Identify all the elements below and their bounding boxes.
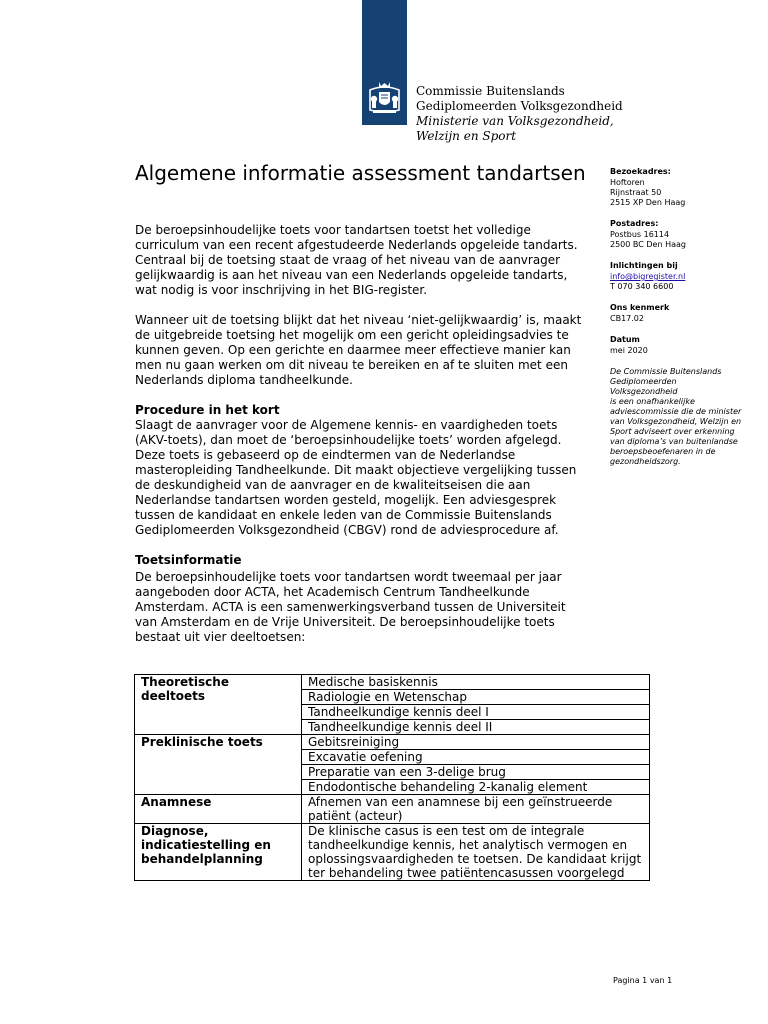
- table-item-cell: De klinische casus is een test om de integrale tandheelkundige kennis, het analytisch vermogen en oplossingsvaardigheden te toetsen. De kandidaat krijgt ter behandeling twee patiëntencasussen voorgelegd: [302, 824, 650, 881]
- description-line: gezondheidszorg.: [610, 457, 681, 466]
- description-line: van Volksgezondheid, Welzijn en: [610, 417, 742, 426]
- procedure-paragraph: Slaagt de aanvrager voor de Algemene kennis- en vaardigheden toets (AKV-toets), dan moet de ‘beroepsinhoudelijke toets’ worden afgelegd. Deze toets is gebaseerd op de eindtermen van de Nederlandse masteropleiding Tandheelkunde. Dit maakt objectieve vergelijking tussen de deskundigheid van de aanvrager en de kwaliteitseisen die aan Nederlandse tandartsen worden gesteld, mogelijk. Een adviesgesprek tussen de kandidaat en enkele leden van de Commissie Buitenslands Gediplomeerden Volksgezondheid (CBGV) rond de adviesprocedure af.: [135, 418, 577, 537]
- table-row: [135, 795, 650, 824]
- section-heading-toetsinformatie: Toetsinformatie: [135, 553, 242, 567]
- description-line: van diploma’s van buitenlandse: [610, 437, 738, 446]
- email-link[interactable]: info@bigregister.nl: [610, 272, 686, 281]
- description-line: adviescommissie die de minister: [610, 407, 742, 416]
- table-row: [135, 675, 650, 690]
- sidebar-description: [610, 367, 760, 467]
- phone-number: T 070 340 6600: [610, 282, 674, 291]
- table-item-cell: Tandheelkundige kennis deel II: [302, 720, 650, 735]
- table-item-cell: Radiologie en Wetenschap: [302, 690, 650, 705]
- sidebar-datum: [610, 335, 760, 356]
- table-row: [135, 824, 650, 881]
- table-category-cell: Anamnese: [135, 795, 302, 824]
- table-item-cell: Tandheelkundige kennis deel I: [302, 705, 650, 720]
- description-line: Gediplomeerden: [610, 377, 677, 386]
- bezoekadres-line: 2515 XP Den Haag: [610, 198, 686, 207]
- page-number: Pagina 1 van 1: [613, 976, 673, 985]
- table-category-cell: Diagnose, indicatiestelling en behandelplanning: [135, 824, 302, 881]
- postadres-line: 2500 BC Den Haag: [610, 240, 686, 249]
- table-item-cell: Gebitsreiniging: [302, 735, 650, 750]
- bezoekadres-line: Hoftoren: [610, 178, 645, 187]
- postadres-label: Postadres:: [610, 219, 659, 228]
- description-line: Volksgezondheid: [610, 387, 678, 396]
- organization-name: [416, 84, 623, 144]
- datum-value: mei 2020: [610, 346, 648, 355]
- table-item-cell: Afnemen van een anamnese bij een geïnstrueerde patiënt (acteur): [302, 795, 650, 824]
- table-item-cell: Endodontische behandeling 2-kanalig element: [302, 780, 650, 795]
- org-line-4: Welzijn en Sport: [416, 129, 517, 143]
- section-heading-procedure: Procedure in het kort: [135, 403, 280, 417]
- org-line-1: Commissie Buitenslands: [416, 84, 565, 98]
- intro-paragraph-1: De beroepsinhoudelijke toets voor tandartsen toetst het volledige curriculum van een recent afgestudeerde Nederlands opgeleide tandarts. Centraal bij de toetsing staat de vraag of het niveau van de aanvrager gelijkwaardig is aan het niveau van een Nederlands opgeleide tandarts, wat nodig is voor inschrijving in het BIG-register.: [135, 223, 578, 297]
- description-line: De Commissie Buitenslands: [610, 367, 722, 376]
- description-line: Sport adviseert over erkenning: [610, 427, 735, 436]
- sidebar-bezoekadres: [610, 167, 760, 208]
- deeltoetsen-table: [134, 674, 650, 881]
- table-row: [135, 735, 650, 750]
- sidebar-kenmerk: [610, 303, 760, 324]
- intro-paragraph-2: Wanneer uit de toetsing blijkt dat het niveau ‘niet-gelijkwaardig’ is, maakt de uitgebreide toetsing het mogelijk om een gericht opleidingsadvies te kunnen geven. Op een gerichte en daarmee meer effectieve manier kan men nu gaan werken om dit niveau te bereiken en af te sluiten met een Nederlands diploma tandheelkunde.: [135, 313, 582, 387]
- table-category-cell: Preklinische toets: [135, 735, 302, 795]
- logo-bar: [362, 0, 407, 125]
- postadres-line: Postbus 16114: [610, 230, 670, 239]
- description-line: is een onafhankelijke: [610, 397, 695, 406]
- sidebar: [610, 167, 760, 478]
- sidebar-postadres: [610, 219, 760, 250]
- bezoekadres-line: Rijnstraat 50: [610, 188, 662, 197]
- datum-label: Datum: [610, 335, 640, 344]
- page-title: Algemene informatie assessment tandartsen: [135, 161, 586, 185]
- table-item-cell: Preparatie van een 3-delige brug: [302, 765, 650, 780]
- sidebar-inlichtingen: [610, 261, 760, 292]
- org-line-3: Ministerie van Volksgezondheid,: [416, 114, 614, 128]
- org-line-2: Gediplomeerden Volksgezondheid: [416, 99, 623, 113]
- description-line: beroepsbeoefenaren in de: [610, 447, 716, 456]
- table-item-cell: Excavatie oefening: [302, 750, 650, 765]
- kenmerk-label: Ons kenmerk: [610, 303, 670, 312]
- crest-icon: [366, 80, 403, 116]
- table-category-cell: Theoretische deeltoets: [135, 675, 302, 735]
- table-item-cell: Medische basiskennis: [302, 675, 650, 690]
- toetsinformatie-paragraph: De beroepsinhoudelijke toets voor tandartsen wordt tweemaal per jaar aangeboden door ACTA, het Academisch Centrum Tandheelkunde Amsterdam. ACTA is een samenwerkingsverband tussen de Universiteit van Amsterdam en de Vrije Universiteit. De beroepsinhoudelijke toets bestaat uit vier deeltoetsen:: [135, 570, 566, 644]
- bezoekadres-label: Bezoekadres:: [610, 167, 671, 176]
- inlichtingen-label: Inlichtingen bij: [610, 261, 678, 270]
- kenmerk-value: CB17.02: [610, 314, 644, 323]
